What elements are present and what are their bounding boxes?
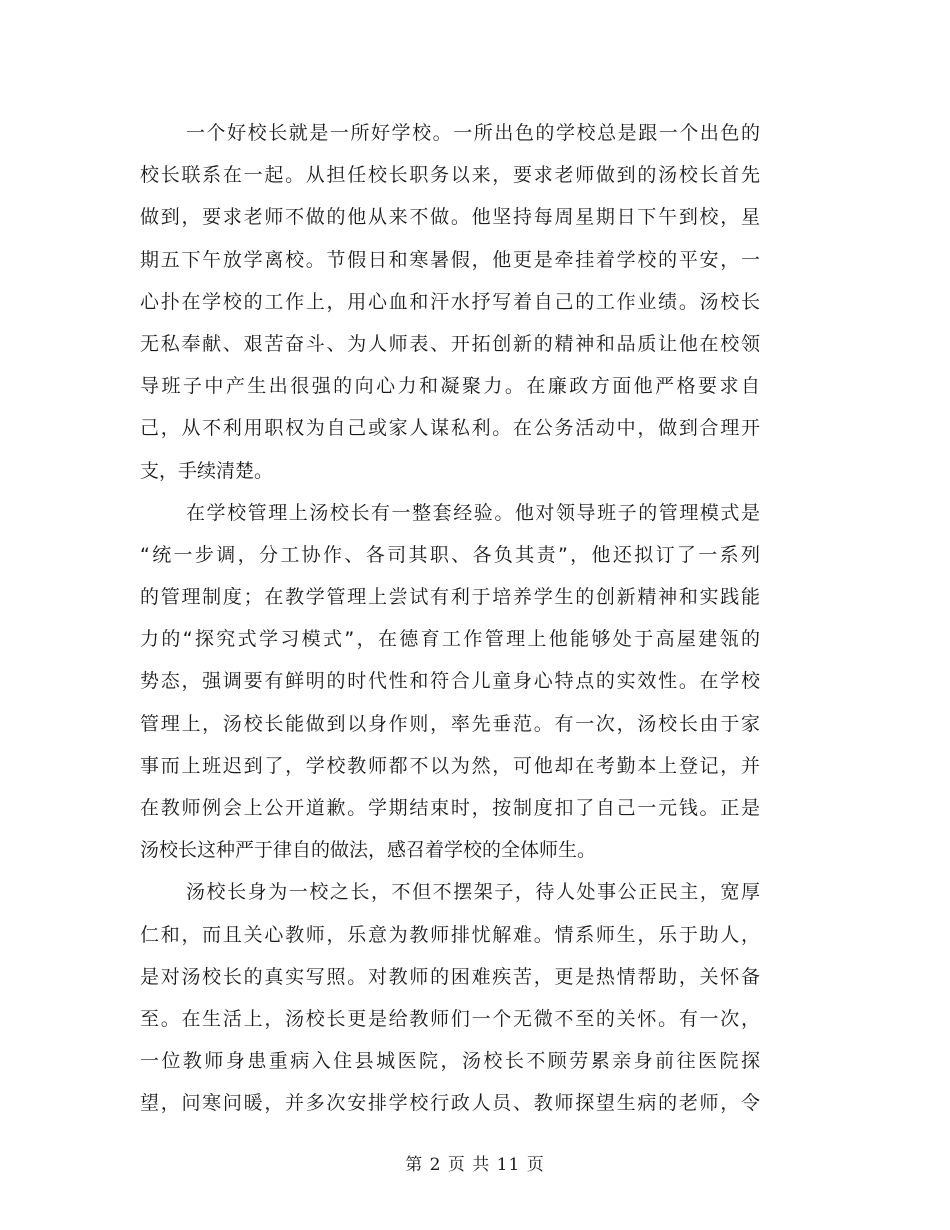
text-line: 望，问寒问暖，并多次安排学校行政人员、教师探望生病的老师，令 bbox=[140, 1092, 760, 1115]
paragraph-1 bbox=[140, 112, 760, 492]
text-line: 至。在生活上，汤校长更是给教师们一个无微不至的关怀。有一次， bbox=[140, 1007, 760, 1030]
text-line: 一个好校长就是一所好学校。一所出色的学校总是跟一个出色的 bbox=[186, 122, 760, 144]
text-line: 己，从不利用职权为自己或家人谋私利。在公务活动中，做到合理开 bbox=[140, 417, 760, 440]
text-line: 期五下午放学离校。节假日和寒暑假，他更是牵挂着学校的平安，一 bbox=[140, 248, 760, 271]
text-line: 一位教师身患重病入住县城医院，汤校长不顾劳累亲身前往医院探 bbox=[140, 1050, 760, 1073]
text-line: 校长联系在一起。从担任校长职务以来，要求老师做到的汤校长首先 bbox=[140, 164, 760, 187]
text-line: 事而上班迟到了，学校教师都不以为然，可他却在考勤本上登记，并 bbox=[140, 754, 760, 777]
text-line: 在教师例会上公开道歉。学期结束时，按制度扣了自己一元钱。正是 bbox=[140, 797, 760, 819]
text-line: 力的“探究式学习模式”，在德育工作管理上他能够处于高屋建瓴的 bbox=[140, 628, 760, 651]
text-line: 管理上，汤校长能做到以身作则，率先垂范。有一次，汤校长由于家 bbox=[140, 712, 760, 735]
text-line: 是对汤校长的真实写照。对教师的困难疾苦，更是热情帮助，关怀备 bbox=[140, 965, 760, 988]
text-line: 无私奉献、艰苦奋斗、为人师表、开拓创新的精神和品质让他在校领 bbox=[140, 332, 760, 355]
text-line: 做到，要求老师不做的他从来不做。他坚持每周星期日下午到校，星 bbox=[140, 206, 760, 229]
paragraph-3 bbox=[140, 871, 760, 1124]
text-line: 汤校长身为一校之长，不但不摆架子，待人处事公正民主，宽厚 bbox=[186, 881, 760, 904]
paragraph-2 bbox=[140, 492, 760, 872]
text-line: 在学校管理上汤校长有一整套经验。他对领导班子的管理模式是 bbox=[186, 501, 760, 524]
text-line: “统一步调，分工协作、各司其职、各负其责”，他还拟订了一系列 bbox=[140, 543, 760, 566]
text-line: 导班子中产生出很强的向心力和凝聚力。在廉政方面他严格要求自 bbox=[140, 375, 760, 398]
text-line: 汤校长这种严于律自的做法，感召着学校的全体师生。 bbox=[140, 839, 597, 862]
text-line: 支，手续清楚。 bbox=[140, 459, 274, 482]
page-number-footer: 第 2 页 共 11 页 bbox=[405, 1155, 545, 1175]
document-body bbox=[140, 112, 760, 1125]
text-line: 仁和，而且关心教师，乐意为教师排忧解难。情系师生，乐于助人， bbox=[140, 923, 760, 946]
text-line: 心扑在学校的工作上，用心血和汗水抒写着自己的工作业绩。汤校长 bbox=[140, 290, 760, 313]
text-line: 的管理制度；在教学管理上尝试有利于培养学生的创新精神和实践能 bbox=[140, 586, 760, 609]
text-line: 势态，强调要有鲜明的时代性和符合儿童身心特点的实效性。在学校 bbox=[140, 670, 760, 693]
